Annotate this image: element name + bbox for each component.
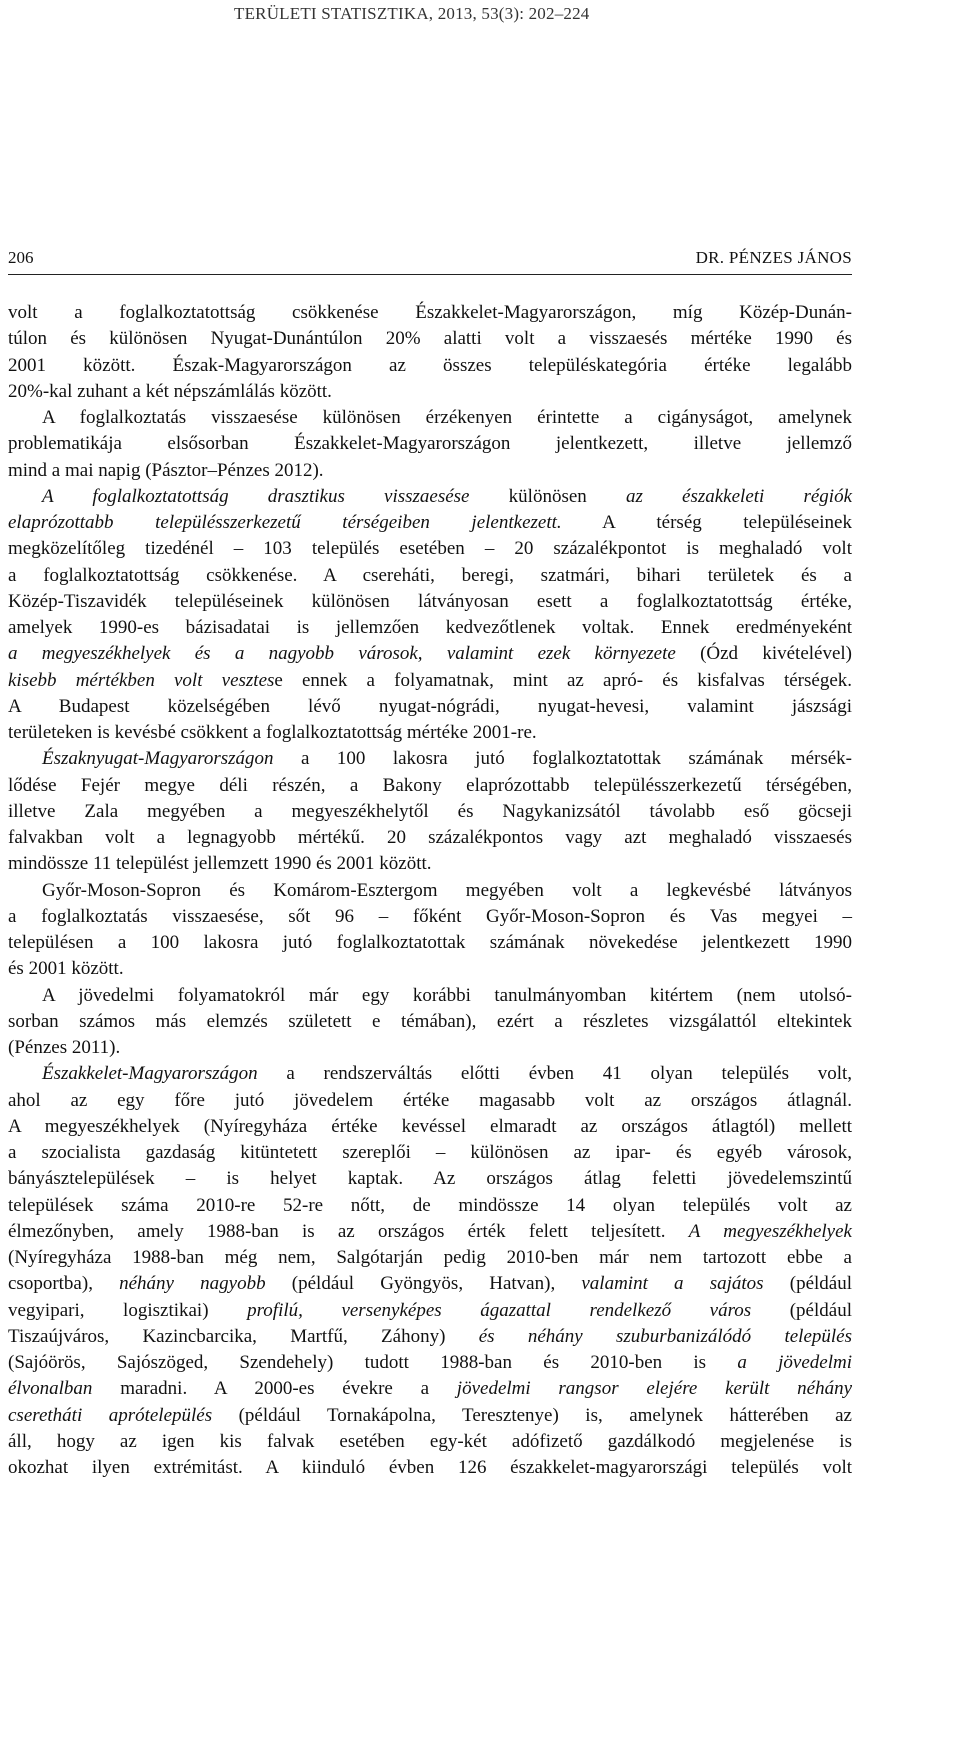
text-line — [8, 694, 852, 720]
text-line — [8, 615, 852, 641]
text-run: a jövedelmi — [737, 1352, 852, 1373]
text-run: A megyeszékhelyek (Nyíregyháza értéke kevéssel elmaradt az országos átlagtól) mellett — [8, 1115, 852, 1137]
text-run: ahol az egy főre jutó jövedelem értéke magasabb volt az országos átlagnál. — [8, 1089, 852, 1111]
text-line — [8, 878, 852, 904]
text-run: a foglalkoztatás visszaesése, sőt 96 – főként Győr-Moson-Sopron és Vas megyei – — [8, 905, 852, 927]
text-line — [8, 1009, 852, 1035]
text-run: (például — [751, 1299, 852, 1321]
text-line — [8, 1429, 852, 1455]
text-line — [8, 641, 852, 667]
text-run: sorban számos más elemzés született e témában), ezért a részletes vizsgálattól eltekintek — [8, 1010, 852, 1032]
text-run: (Ózd kivételével) — [675, 643, 853, 665]
running-head-author: DR. PÉNZES JÁNOS — [695, 248, 852, 267]
text-run: (Nyíregyháza 1988-ban még nem, Salgótarján pedig 2010-ben már nem tartozott ebbe a — [8, 1247, 852, 1268]
text-line — [8, 1245, 852, 1271]
text-line — [8, 536, 852, 562]
text-run: A foglalkoztatottság drasztikus visszaesése — [42, 485, 470, 507]
text-line — [8, 720, 852, 746]
text-line — [8, 1298, 852, 1324]
text-run: lődése Fejér megye déli részén, a Bakony elaprózottabb településszerkezetű térségében, — [8, 774, 852, 796]
text-line — [8, 326, 852, 352]
text-line — [8, 799, 852, 825]
text-line — [8, 458, 852, 484]
text-line — [8, 825, 852, 851]
text-run: és néhány szuburbanizálódó település — [478, 1325, 852, 1347]
text-line — [8, 1350, 852, 1376]
text-line — [8, 983, 852, 1009]
text-line — [8, 1140, 852, 1166]
text-run: a megyeszékhelyek és a nagyobb városok, valamint ezek környezete — [8, 643, 676, 665]
text-run: (például — [763, 1273, 852, 1295]
text-line — [8, 300, 852, 326]
text-line — [8, 405, 852, 431]
text-run: (Sajóörös, Sajószöged, Szendehely) tudott 1988-ban és 2010-ben is — [8, 1352, 738, 1373]
text-run: okozhat ilyen extrémitást. A kiinduló évben 126 északkelet-magyarországi település volt — [8, 1457, 852, 1478]
text-line — [8, 1035, 852, 1061]
text-run: A foglalkoztatás visszaesése különösen érzékenyen érintette a cigányságot, amelynek — [42, 407, 852, 428]
text-run: A megyeszékhelyek — [688, 1220, 852, 1242]
text-line — [8, 1061, 852, 1087]
text-run: (Pénzes 2011). — [8, 1037, 121, 1058]
text-run: települések száma 2010-re 52-re nőtt, de mindössze 14 olyan település volt az — [8, 1194, 852, 1216]
text-run: településen a 100 lakosra jutó foglalkoztatottak számának növekedése jelentkezett 1990 — [8, 932, 852, 953]
text-run: A jövedelmi folyamatokról már egy korábbi tanulmányomban kitértem (nem utolsó- — [42, 984, 852, 1006]
text-run: amelyek 1990-es bázisadatai is jellemzően kedvezőtlenek voltak. Ennek eredményeként — [8, 617, 852, 638]
text-run: túlon és különösen Nyugat-Dunántúlon 20% alatti volt a visszaesés mértéke 1990 és — [8, 328, 852, 350]
text-run: néhány nagyobb — [119, 1273, 266, 1295]
text-run: megközelítőleg tizedénél – 103 település esetében – 20 százalékpontot is meghaladó volt — [8, 538, 852, 560]
text-run: e ennek a folyamatnak, mint az apró- és kisfalvas térségek. — [274, 669, 852, 691]
text-run: mindössze 11 települést jellemzett 1990 és 2001 között. — [8, 853, 432, 875]
text-run: 20%-kal zuhant a két népszámlálás között. — [8, 380, 332, 402]
text-line — [8, 1114, 852, 1140]
text-run: 2001 között. Észak-Magyarországon az összes településkategória értéke legalább — [8, 354, 852, 376]
text-run: Északkelet-Magyarországon — [42, 1063, 258, 1085]
text-line — [8, 1166, 852, 1192]
text-run: különösen — [469, 485, 626, 507]
text-line — [8, 956, 852, 982]
page-number: 206 — [8, 248, 34, 267]
text-run: területeken is kevésbé csökkent a foglalkoztatottság mértéke 2001-re. — [8, 722, 537, 743]
text-run: maradni. A 2000-es évekre a — [92, 1378, 457, 1400]
text-run: és 2001 között. — [8, 958, 124, 980]
text-line — [8, 563, 852, 589]
text-run: falvakban volt a legnagyobb mértékű. 20 százalékpontos vagy azt meghaladó visszaesés — [8, 827, 852, 848]
text-run: élvonalban — [8, 1378, 93, 1400]
text-run: Északnyugat-Magyarországon — [42, 748, 274, 770]
text-run: A Budapest közelségében lévő nyugat-nógrádi, nyugat-hevesi, valamint jászsági — [8, 695, 852, 717]
text-line — [8, 431, 852, 457]
text-run: elaprózottabb településszerkezetű térségeiben jelentkezett. — [8, 512, 562, 533]
text-run: a 100 lakosra jutó foglalkoztatottak számának mérsék- — [273, 748, 852, 770]
text-line — [8, 1455, 852, 1481]
text-line — [8, 510, 852, 536]
text-line — [8, 589, 852, 615]
text-run: a rendszerváltás előtti évben 41 olyan település volt, — [257, 1063, 852, 1085]
text-line — [8, 484, 852, 510]
journal-header: TERÜLETI STATISZTIKA, 2013, 53(3): 202–224 — [234, 4, 590, 23]
text-run: kisebb mértékben volt vesztes — [8, 669, 275, 691]
text-run: cseretháti aprótelepülés — [8, 1404, 213, 1426]
text-run: jövedelmi rangsor elejére került néhány — [456, 1378, 853, 1400]
text-run: illetve Zala megyében a megyeszékhelytől és Nagykanizsától távolabb eső göcseji — [8, 800, 852, 822]
text-run: A térség településeinek — [561, 512, 852, 533]
text-run: (például Tornakápolna, Teresztenye) is, amelynek hátterében az — [212, 1404, 852, 1426]
text-run: mind a mai napig (Pásztor–Pénzes 2012). — [8, 459, 324, 481]
text-line — [8, 379, 852, 405]
text-line — [8, 930, 852, 956]
text-run: a szocialista gazdaság kitüntetett szereplői – különösen az ipar- és egyéb városok, — [8, 1142, 852, 1163]
text-run: bányásztelepülések – is helyet kaptak. Az országos átlag feletti jövedelemszintű — [8, 1168, 852, 1190]
text-run: Tiszaújváros, Kazincbarcika, Martfű, Záhony) — [8, 1325, 479, 1347]
text-line — [8, 851, 852, 877]
text-run: volt a foglalkoztatottság csökkenése Északkelet-Magyarországon, míg Közép-Dunán- — [8, 302, 852, 323]
text-run: áll, hogy az igen kis falvak esetében egy-két adófizető gazdálkodó megjelenése is — [8, 1430, 852, 1452]
text-line — [8, 1376, 852, 1402]
text-run: élmezőnyben, amely 1988-ban is az országos érték felett teljesített. — [8, 1220, 689, 1242]
text-run: Győr-Moson-Sopron és Komárom-Esztergom megyében volt a legkevésbé látványos — [42, 879, 852, 901]
text-line — [8, 353, 852, 379]
text-line — [8, 904, 852, 930]
text-line — [8, 773, 852, 799]
text-run: csoportba), — [8, 1273, 120, 1295]
text-run: problematikája elsősorban Északkelet-Magyarországon jelentkezett, illetve jellemző — [8, 433, 852, 455]
text-line — [8, 1324, 852, 1350]
text-line — [8, 1193, 852, 1219]
text-line — [8, 1403, 852, 1429]
text-line — [8, 1219, 852, 1245]
text-run: vegyipari, logisztikai) — [8, 1299, 248, 1321]
text-line — [8, 668, 852, 694]
text-run: profilú, versenyképes ágazattal rendelkező város — [247, 1299, 752, 1321]
text-line — [8, 1088, 852, 1114]
text-run: (például Gyöngyös, Hatvan), — [265, 1273, 582, 1295]
page-header — [8, 244, 852, 275]
text-run: Közép-Tiszavidék településeinek különösen látványosan esett a foglalkoztatottság értéke, — [8, 590, 852, 612]
text-run: az északkeleti régiók — [625, 485, 853, 507]
text-run: valamint a sajátos — [581, 1273, 764, 1295]
text-line — [8, 1271, 852, 1297]
text-line — [8, 746, 852, 772]
text-run: a foglalkoztatottság csökkenése. A csereháti, beregi, szatmári, bihari területek és a — [8, 564, 852, 586]
